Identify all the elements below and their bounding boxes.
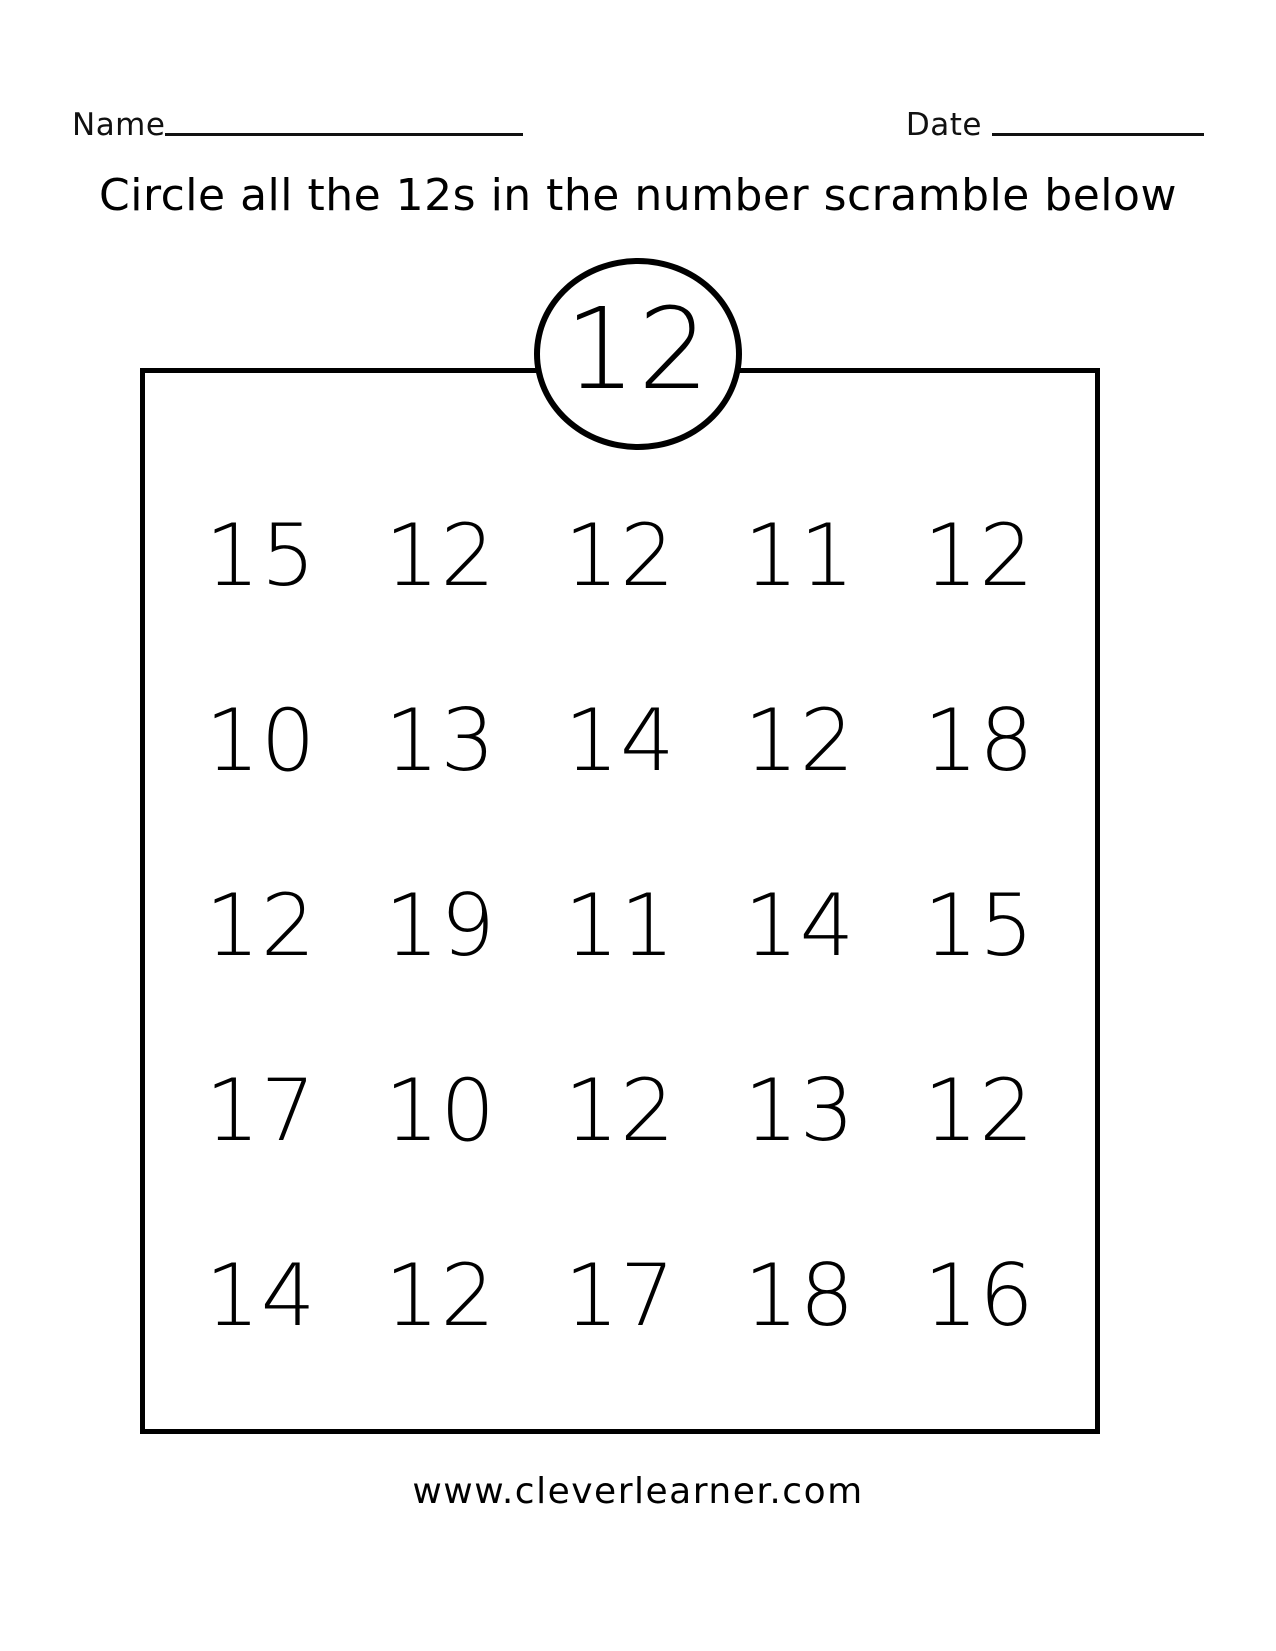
grid-cell[interactable]: 13 — [743, 1061, 856, 1162]
grid-cell[interactable]: 12 — [923, 1061, 1035, 1162]
grid-cell[interactable]: 12 — [743, 690, 856, 791]
date-field-group — [906, 108, 1204, 142]
target-number-badge — [534, 258, 742, 450]
grid-cell[interactable]: 12 — [384, 1246, 497, 1347]
grid-cell[interactable]: 17 — [205, 1061, 317, 1162]
grid-cell[interactable]: 19 — [384, 875, 497, 976]
grid-cell[interactable]: 13 — [384, 690, 497, 791]
grid-cell[interactable]: 14 — [564, 690, 676, 791]
number-scramble-box — [140, 368, 1100, 1434]
grid-cell[interactable]: 14 — [743, 875, 856, 976]
grid-cell[interactable]: 12 — [564, 1061, 676, 1162]
grid-cell[interactable]: 12 — [205, 875, 317, 976]
grid-cell[interactable]: 10 — [384, 1061, 497, 1162]
website-footer: www.cleverlearner.com — [412, 1471, 864, 1512]
header-fields — [72, 96, 1204, 142]
date-write-line[interactable] — [992, 132, 1204, 136]
name-field-group — [72, 108, 523, 142]
name-write-line[interactable] — [165, 132, 523, 136]
grid-cell[interactable]: 11 — [564, 875, 676, 976]
grid-cell[interactable]: 12 — [564, 505, 676, 606]
grid-cell[interactable]: 10 — [205, 690, 317, 791]
grid-cell[interactable]: 15 — [205, 505, 317, 606]
instruction-text: Circle all the 12s in the number scramble below — [99, 170, 1177, 221]
number-grid — [145, 373, 1095, 1429]
name-label: Name — [72, 107, 166, 143]
grid-cell[interactable]: 16 — [923, 1246, 1035, 1347]
grid-cell[interactable]: 12 — [384, 505, 497, 606]
grid-cell[interactable]: 18 — [923, 690, 1035, 791]
grid-cell[interactable]: 11 — [743, 505, 856, 606]
grid-cell[interactable]: 15 — [923, 875, 1035, 976]
grid-cell[interactable]: 14 — [205, 1246, 317, 1347]
grid-cell[interactable]: 17 — [564, 1246, 676, 1347]
target-number-value: 12 — [564, 285, 712, 415]
grid-cell[interactable]: 12 — [923, 505, 1035, 606]
date-label: Date — [905, 107, 982, 143]
grid-cell[interactable]: 18 — [743, 1246, 856, 1347]
